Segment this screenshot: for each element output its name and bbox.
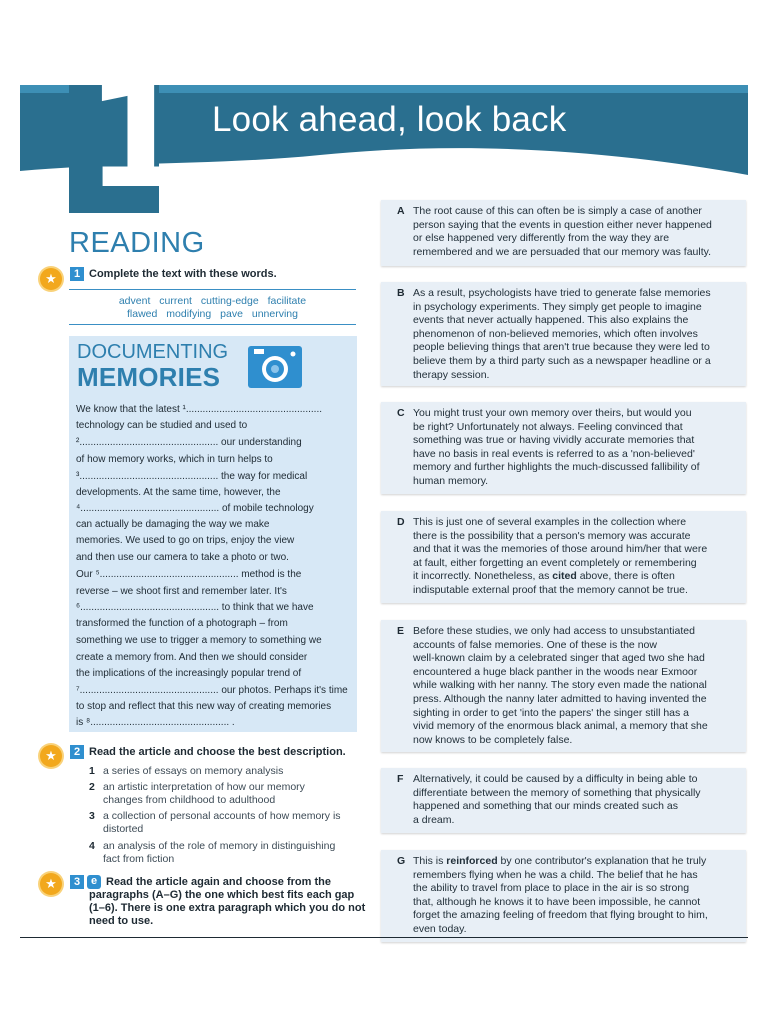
word-row-2 <box>69 308 356 321</box>
paragraph-line: at fault, either forgetting an event completely or remembering <box>413 556 697 569</box>
paragraph-letter: D <box>397 516 405 528</box>
paragraph-letter: A <box>397 205 405 217</box>
star-icon: ★ <box>40 268 62 290</box>
paragraph-line: there is the possibility that a person's memory was accurate <box>413 529 691 542</box>
word-item: advent <box>118 295 151 307</box>
article-line: ⁶.................................................. to think that we have <box>76 602 314 613</box>
paragraph-line: human memory. <box>413 474 489 487</box>
bold-word: cited <box>552 570 577 583</box>
bold-word: reinforced <box>446 855 498 867</box>
article-line: transformed the function of a photograph – from <box>76 618 288 629</box>
word-item: cutting-edge <box>200 295 259 307</box>
article-line: Our ⁵.................................................. method is the <box>76 569 302 580</box>
exercise-number-badge: 2 <box>70 745 84 759</box>
exercise-1-instruction: Complete the text with these words. <box>89 268 277 280</box>
option-text: fact from fiction <box>103 853 175 865</box>
article-line: ⁷.................................................. our photos. Perhaps it's time <box>76 685 348 696</box>
paragraph-text <box>413 205 736 259</box>
paragraph-line: something was true or having vividly accurate memories that <box>413 434 695 447</box>
option-text: a collection of personal accounts of how memory is <box>103 810 341 822</box>
paragraph-line: sighting in order to get 'into the papers' the singer still has a <box>413 706 690 719</box>
paragraph-line: accounts of false memories. One of these is the now <box>413 638 657 651</box>
article-line: can actually be damaging the way we make <box>76 519 270 530</box>
instruction-line: (1–6). There is one extra paragraph which you do not <box>89 902 366 914</box>
paragraph-text <box>413 516 736 598</box>
paragraph-line: therapy session. <box>413 368 490 381</box>
paragraph-line: or else happened very differently from the way they are <box>413 232 670 245</box>
paragraph-line: The root cause of this can often be is simply a case of another <box>413 205 702 217</box>
paragraph-line: that, although he knows it to have been impossible, he cannot <box>413 895 701 908</box>
exercise-2-instruction: Read the article and choose the best description. <box>89 746 346 758</box>
article-line: memories. We used to go on trips, enjoy the view <box>76 535 295 546</box>
text-run: above, there is often <box>576 570 675 583</box>
paragraph-line: Before these studies, we only had access to unsubstantiated <box>413 625 695 637</box>
section-title: READING <box>69 227 205 259</box>
paragraph-line: As a result, psychologists have tried to generate false memories <box>413 287 711 299</box>
paragraph-line: have no basis in real events is referred to as a 'non-believed' <box>413 447 695 460</box>
text-run: This is <box>413 855 447 867</box>
text-run: by one contributor's explanation that he truly <box>497 855 707 867</box>
extra-practice-badge: e <box>87 875 101 889</box>
paragraph-text <box>413 625 736 747</box>
paragraph-card-c <box>381 402 746 494</box>
article-title-line-1: DOCUMENTING <box>77 341 229 363</box>
paragraph-line: encountered a huge black panther in the woods near Exmoor <box>413 665 698 678</box>
paragraph-letter: E <box>397 625 405 637</box>
paragraph-line <box>413 570 736 584</box>
paragraph-letter: C <box>397 407 405 419</box>
paragraph-line: Alternatively, it could be caused by a difficulty in being able to <box>413 773 698 785</box>
paragraph-line: events that never actually happened. This also explains the <box>413 314 689 327</box>
paragraph-line <box>413 855 736 869</box>
instruction-line: Read the article again and choose from the <box>106 876 331 888</box>
paragraph-line: believe them by a third party such as a newspaper headline or a <box>413 354 711 367</box>
article-line: ³.................................................. the way for medical <box>76 471 308 482</box>
paragraph-line: indisputable external proof that the memory cannot be true. <box>413 583 688 596</box>
paragraph-line: be right? Unfortunately not always. Feeling convinced that <box>413 420 683 433</box>
paragraph-line: in psychology experiments. They simply get people to imagine <box>413 300 702 313</box>
text-run: it incorrectly. Nonetheless, as <box>413 570 553 583</box>
paragraph-line: while walking with her nanny. The story even made the national <box>413 679 707 692</box>
article-line: developments. At the same time, however, the <box>76 487 281 498</box>
option-text: an analysis of the role of memory in distinguishing <box>103 840 336 852</box>
instruction-line: paragraphs (A–G) the one which best fits each gap <box>89 889 355 901</box>
paragraph-line: people believing things that aren't true because they were led to <box>413 341 710 354</box>
word-item: unnerving <box>251 308 298 320</box>
paragraph-line: person saying that the events in question either never happened <box>413 218 712 231</box>
paragraph-line: forget the amazing feeling of freedom that flying brought to him, <box>413 909 708 922</box>
exercise-number-badge: 3 <box>70 875 84 889</box>
article-line: the implications of the increasingly popular trend of <box>76 668 302 679</box>
option-text: an artistic interpretation of how our memory <box>103 781 305 793</box>
paragraph-text <box>413 855 736 937</box>
article-line: ².................................................. our understanding <box>76 437 302 448</box>
article-line: of how memory works, which in turn helps to <box>76 454 273 465</box>
paragraph-card-f <box>381 768 746 833</box>
paragraph-line: well-known claim by a celebrated singer that aged two she had <box>413 652 705 665</box>
paragraph-line: the ability to travel from place to place in the air is so strong <box>413 882 690 895</box>
paragraph-card-a <box>381 200 746 266</box>
paragraph-letter: B <box>397 287 405 299</box>
paragraph-line: This is just one of several examples in the collection where <box>413 516 687 528</box>
paragraph-letter: F <box>397 773 404 785</box>
exercise-number-badge: 1 <box>70 267 84 281</box>
paragraph-line: differentiate between the memory of something that physically <box>413 786 701 799</box>
article-line: ⁴.................................................. of mobile technology <box>76 503 314 514</box>
word-box <box>69 289 356 325</box>
paragraph-line: even today. <box>413 922 467 935</box>
paragraph-line: vivid memory of the enormous black animal, a memory that she <box>413 720 708 733</box>
option-number: 1 <box>89 765 95 777</box>
star-icon: ★ <box>40 873 62 895</box>
paragraph-text <box>413 773 736 827</box>
paragraph-line: remembers flying when he was a child. The belief that he has <box>413 868 698 881</box>
article-line: and then use our camera to take a photo or two. <box>76 552 289 563</box>
paragraph-line: now knows to be completely false. <box>413 733 573 746</box>
option-number: 2 <box>89 781 95 793</box>
paragraph-line: press. Although the nanny later admitted to having invented the <box>413 692 707 705</box>
paragraph-letter: G <box>397 855 406 867</box>
option-number: 3 <box>89 810 95 822</box>
option-text: distorted <box>103 823 144 835</box>
option-number: 4 <box>89 840 95 852</box>
word-item: current <box>159 295 192 307</box>
article-line: reverse – we shoot first and remember later. It's <box>76 586 287 597</box>
paragraph-line: phenomenon of non-believed memories, which often involves <box>413 327 698 340</box>
option-text: a series of essays on memory analysis <box>103 765 284 777</box>
unit-number: 1 <box>85 48 190 222</box>
star-icon: ★ <box>40 745 62 767</box>
article-title-line-2: MEMORIES <box>77 362 221 392</box>
article-line: is ⁸.................................................. . <box>76 717 235 728</box>
paragraph-card-g <box>381 850 746 942</box>
paragraph-line: happened and something that our minds created such as <box>413 800 679 813</box>
word-row-1 <box>69 295 356 308</box>
article-line: We know that the latest ¹................................................. <box>76 404 323 415</box>
paragraph-line: memory and further highlights the much-discussed fallibility of <box>413 461 700 474</box>
paragraph-card-b <box>381 282 746 386</box>
paragraph-text <box>413 287 736 382</box>
paragraph-card-d <box>381 511 746 603</box>
word-item: modifying <box>166 308 212 320</box>
article-line: something we use to trigger a memory to something we <box>76 635 322 646</box>
paragraph-card-e <box>381 620 746 752</box>
article-line: create a memory from. And then we should consider <box>76 652 308 663</box>
option-text: changes from childhood to adulthood <box>103 794 276 806</box>
article-line: to stop and reflect that this new way of creating memories <box>76 701 332 712</box>
paragraph-line: You might trust your own memory over theirs, but would you <box>413 407 692 419</box>
paragraph-text <box>413 407 736 489</box>
article-line: technology can be studied and used to <box>76 420 248 431</box>
paragraph-line: and that it was the memories of those around him/her that were <box>413 543 708 556</box>
word-item: facilitate <box>267 295 307 307</box>
paragraph-line: remembered and we are persuaded that our memory was faulty. <box>413 245 712 258</box>
page-title: Look ahead, look back <box>212 100 567 139</box>
instruction-line: need to use. <box>89 915 154 927</box>
paragraph-line: a dream. <box>413 813 455 826</box>
word-item: flawed <box>127 308 158 320</box>
camera-icon <box>248 344 302 388</box>
word-item: pave <box>220 308 243 320</box>
page-bottom-rule <box>20 937 748 938</box>
